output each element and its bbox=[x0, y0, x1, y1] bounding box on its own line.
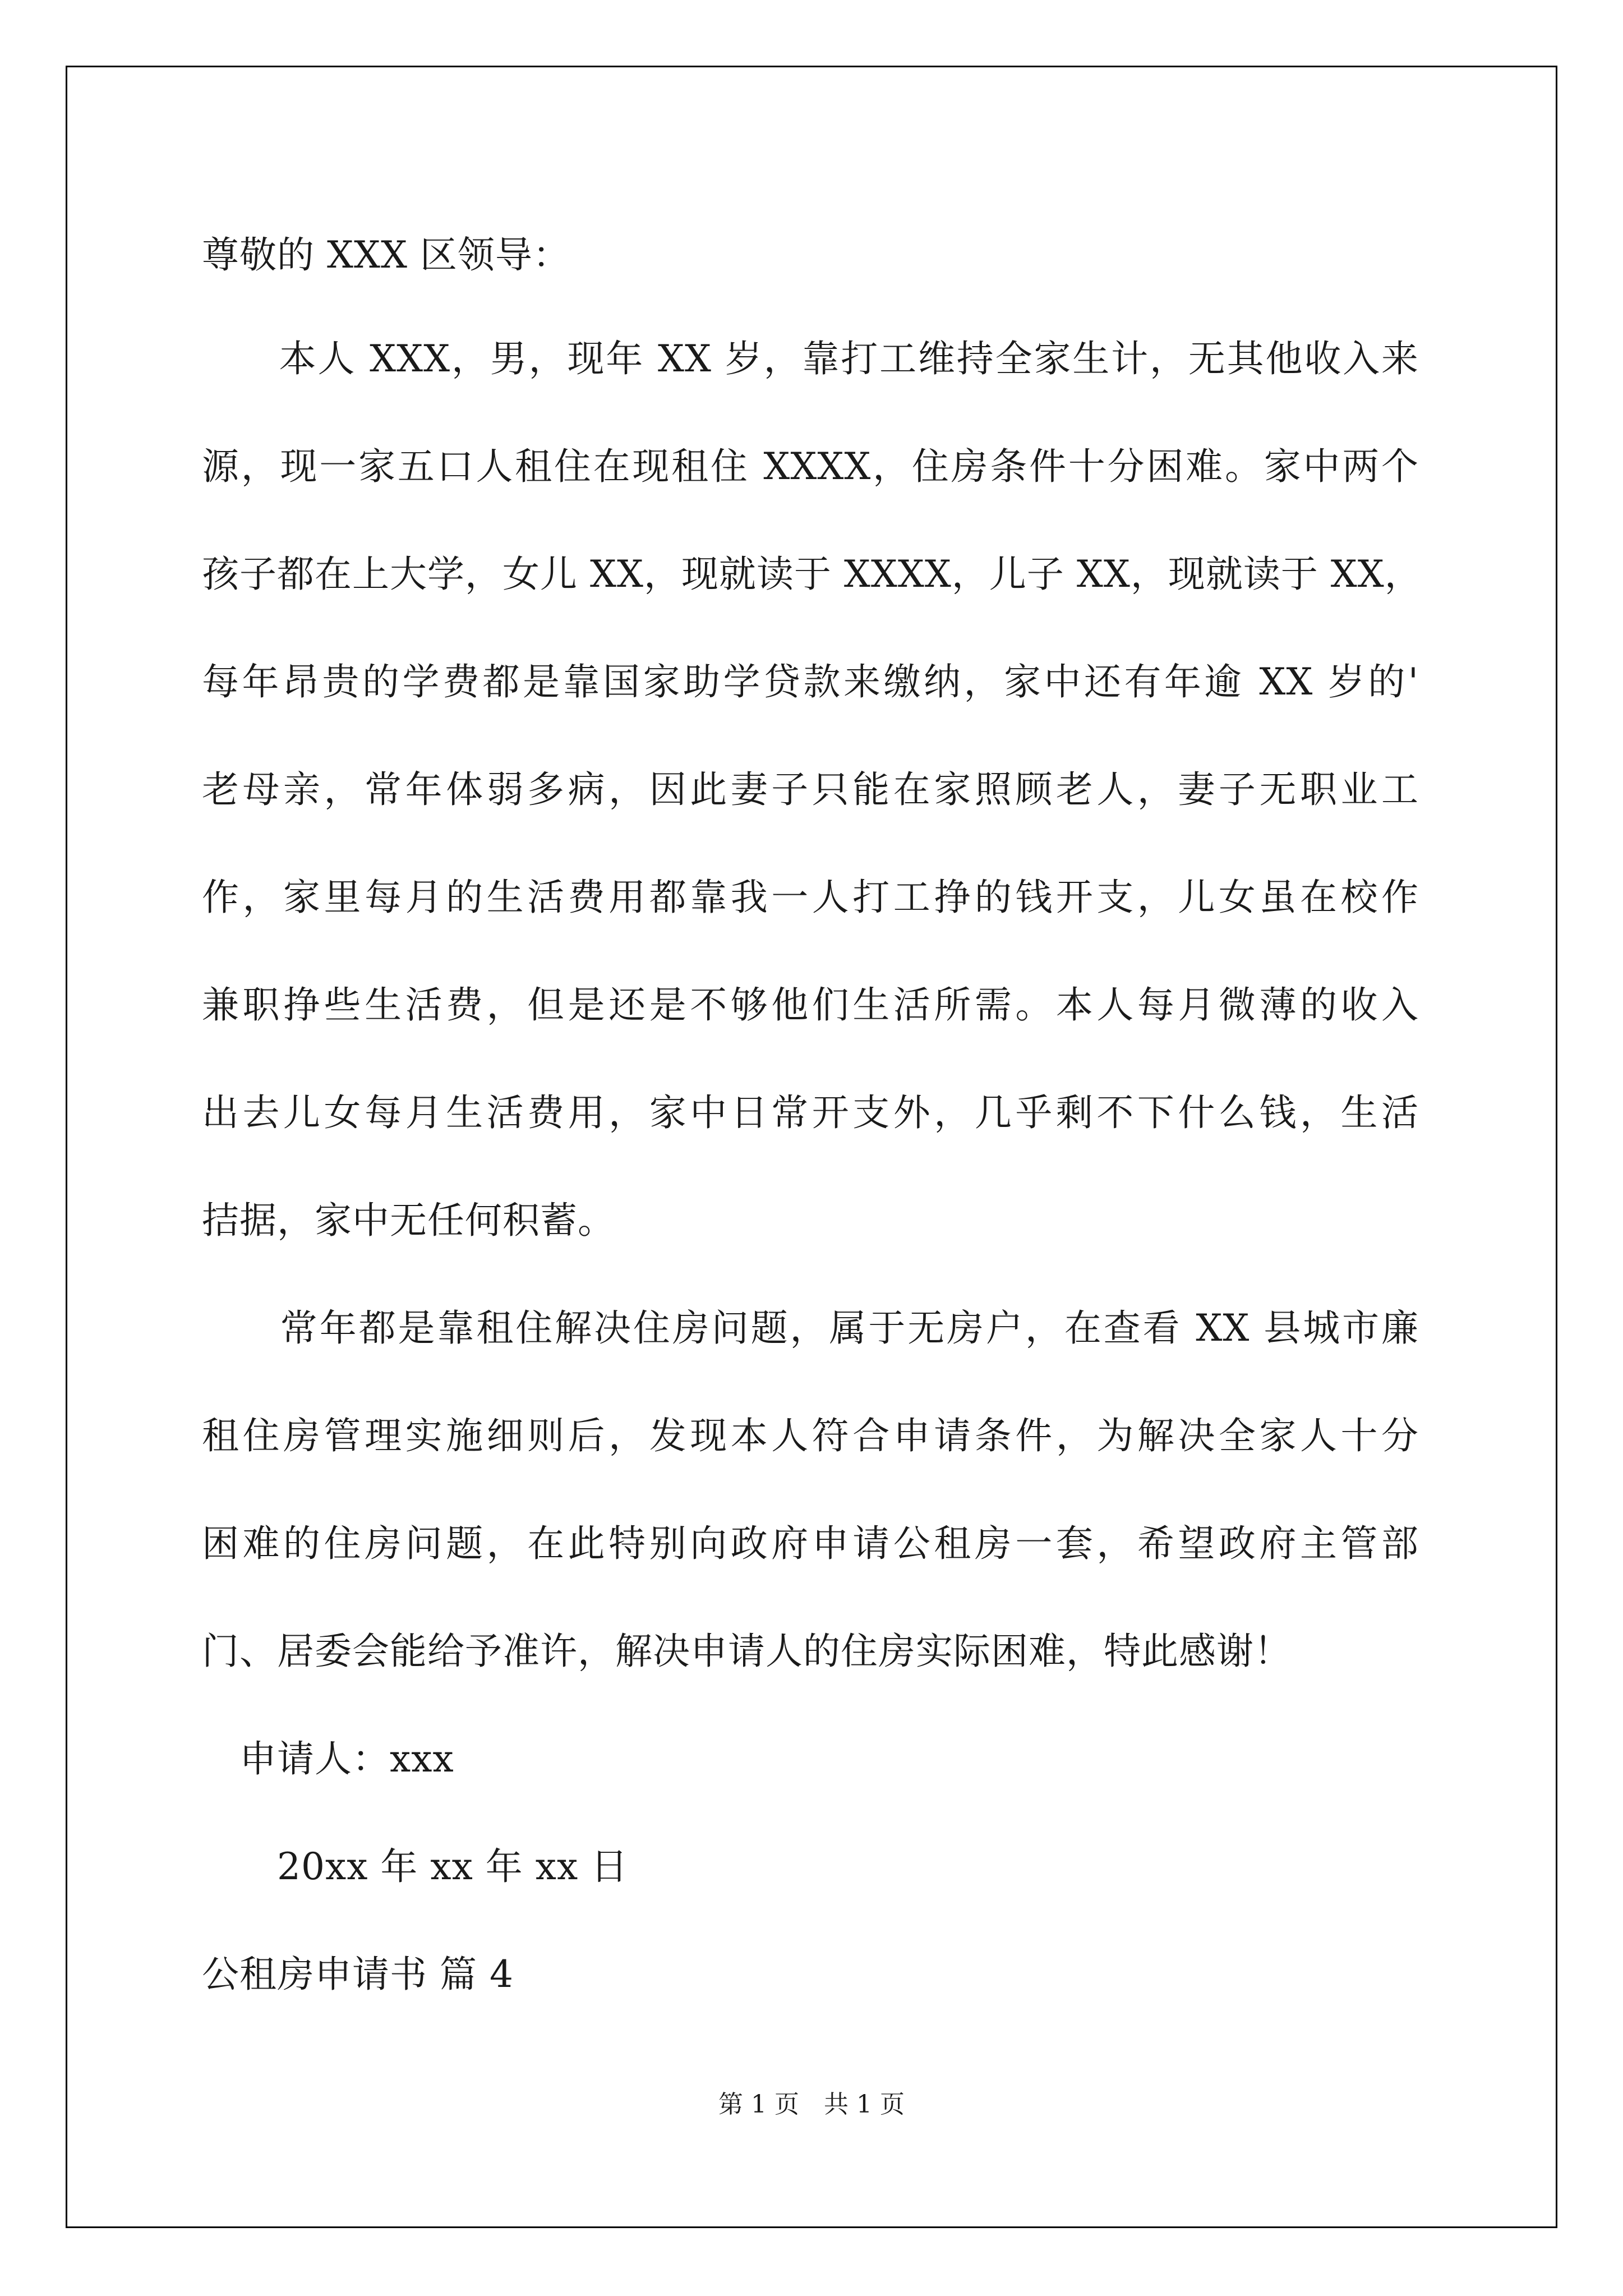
paragraph-1-line-5: 老母亲，常年体弱多病，因此妻子只能在家照顾老人，妻子无职业工 bbox=[202, 768, 1419, 811]
paragraph-2-line-3: 困难的住房问题，在此特别向政府申请公租房一套，希望政府主管部 bbox=[202, 1522, 1419, 1565]
next-section-heading: 公租房申请书 篇 4 bbox=[202, 1953, 514, 1996]
paragraph-1-line-3: 孩子都在上大学，女儿 XX，现就读于 XXXX，儿子 XX，现就读于 XX， bbox=[202, 553, 1422, 596]
date-line: 20xx 年 xx 年 xx 日 bbox=[202, 1845, 629, 1888]
applicant-line: 申请人：xxx bbox=[202, 1737, 454, 1780]
paragraph-1-line-2: 源，现一家五口人租住在现租住 XXXX，住房条件十分困难。家中两个 bbox=[202, 445, 1419, 488]
page-number-footer: 第 1 页 共 1 页 bbox=[718, 2090, 905, 2119]
paragraph-2-line-4: 门、居委会能给予准许，解决申请人的住房实际困难，特此感谢！ bbox=[202, 1630, 1292, 1673]
paragraph-2-line-2: 租住房管理实施细则后，发现本人符合申请条件，为解决全家人十分 bbox=[202, 1414, 1419, 1457]
paragraph-1-line-4: 每年昂贵的学费都是靠国家助学贷款来缴纳，家中还有年逾 XX 岁的' bbox=[202, 660, 1419, 703]
salutation: 尊敬的 XXX 区领导： bbox=[202, 233, 570, 277]
paragraph-1-line-9: 拮据，家中无任何积蓄。 bbox=[202, 1199, 615, 1242]
paragraph-1-line-8: 出去儿女每月生活费用，家中日常开支外，几乎剩不下什么钱，生活 bbox=[202, 1091, 1419, 1134]
paragraph-1-line-7: 兼职挣些生活费，但是还是不够他们生活所需。本人每月微薄的收入 bbox=[202, 983, 1419, 1027]
paragraph-2-line-1: 常年都是靠租住解决住房问题，属于无房户，在查看 XX 县城市廉 bbox=[202, 1306, 1419, 1350]
page-border bbox=[66, 66, 1557, 2228]
paragraph-1-line-1: 本人 XXX，男，现年 XX 岁，靠打工维持全家生计，无其他收入来 bbox=[202, 337, 1419, 380]
paragraph-1-line-6: 作，家里每月的生活费用都靠我一人打工挣的钱开支，儿女虽在校作 bbox=[202, 876, 1419, 919]
